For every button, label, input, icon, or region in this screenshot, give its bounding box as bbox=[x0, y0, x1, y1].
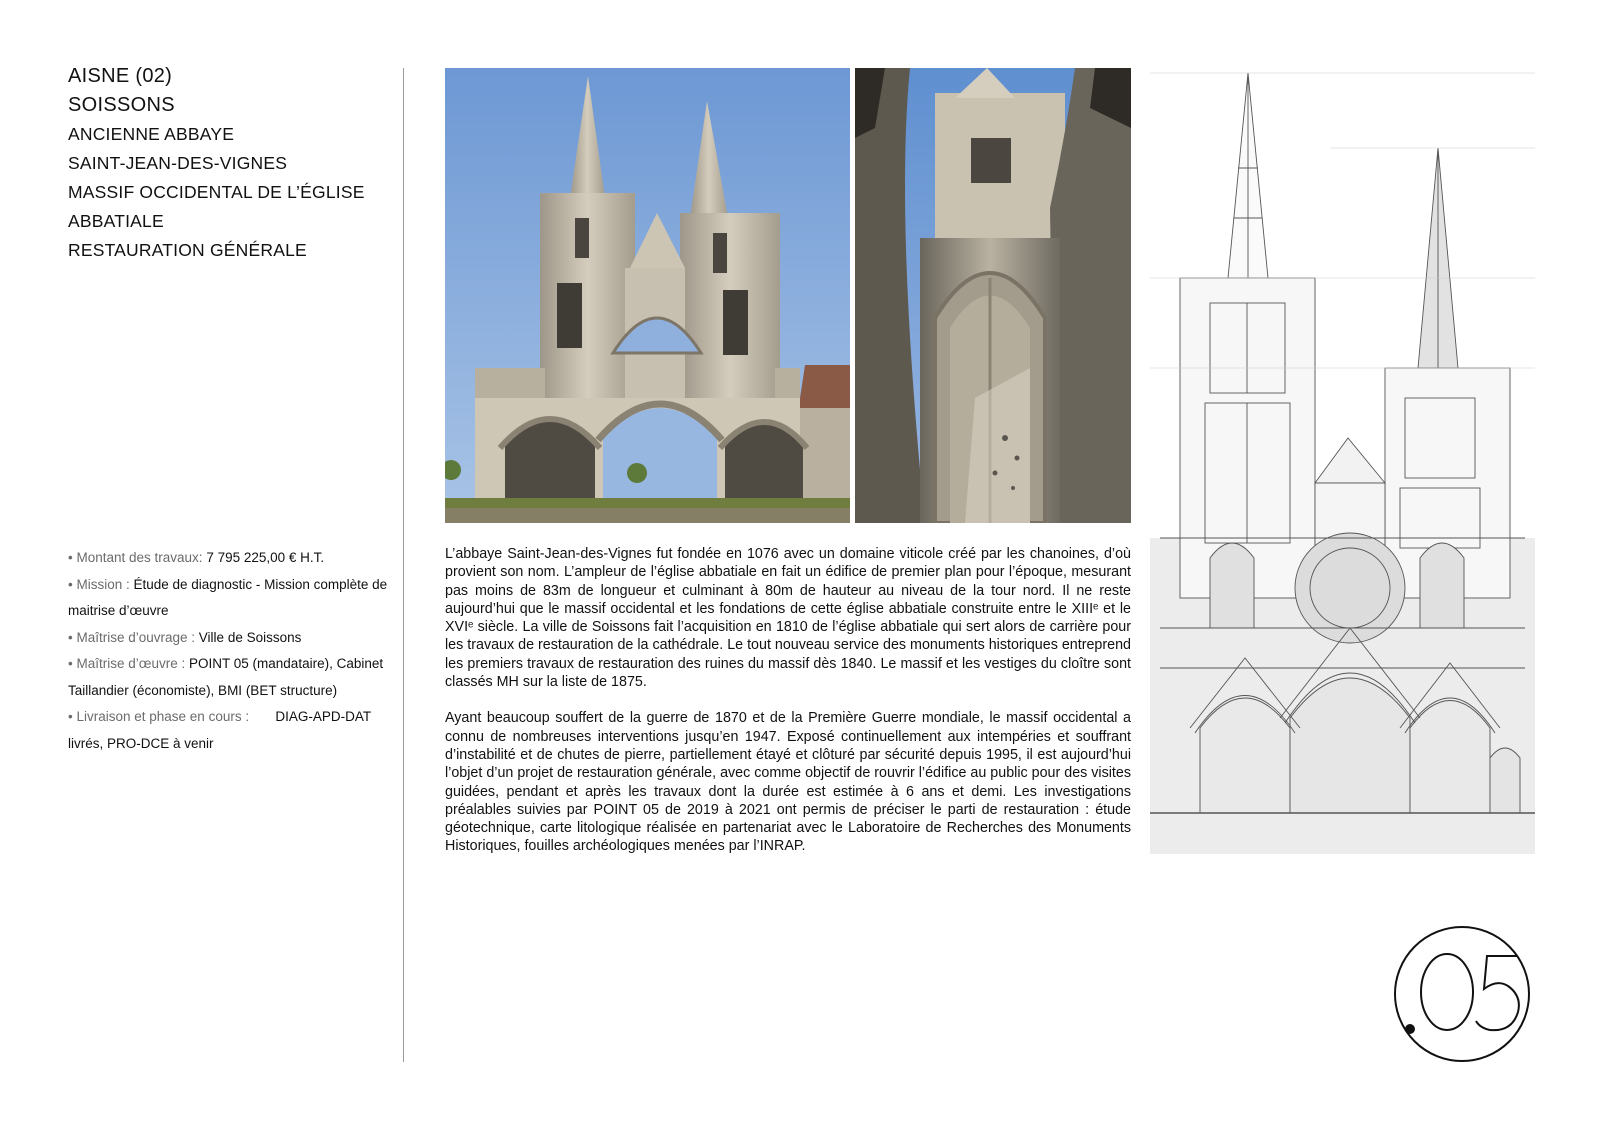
department-title: AISNE (02) bbox=[68, 65, 173, 87]
project-description bbox=[445, 545, 1131, 874]
fact-budget: • Montant des travaux: 7 795 225,00 € H.T. bbox=[68, 550, 325, 565]
fact-team: • Maîtrise d’œuvre : POINT 05 (mandataire), Cabinet Taillandier (économiste), BMI (BET structure) bbox=[68, 656, 384, 698]
subtitle-line-3: MASSIF OCCIDENTAL DE L’ÉGLISE bbox=[68, 182, 365, 202]
point05-logo bbox=[1392, 924, 1532, 1064]
fact-mission: • Mission : Étude de diagnostic - Mission complète de maitrise d’œuvre bbox=[68, 576, 388, 618]
subtitle-line-1: ANCIENNE ABBAYE bbox=[68, 124, 235, 144]
description-paragraph-1: L’abbaye Saint-Jean-des-Vignes fut fondée en 1076 avec un domaine viticole créé par les chanoines, d’où provient son nom. L’ampleur de l’église abbatiale en fait un édifice de premier plan pour l’époque, mesurant pas moins de 83m de longueur et culminant à 80m de hauteur au niveau de la tour nord. Il ne reste aujourd’hui que le massif occidental et les fondations de cette église abbatiale construite entre le XIIIᵉ et le XVIᵉ siècle. La ville de Soissons fait l’acquisition en 1810 de l’église abbatiale qui sert alors de carrière pour les travaux de restauration de la cathédrale. Le tout nouveau service des monuments historiques entreprend les premiers travaux de restauration des ruines du massif dès 1840. Le massif et les vestiges du cloître sont classés MH sur la liste de 1875. bbox=[445, 546, 1131, 691]
city-title: SOISSONS bbox=[68, 94, 175, 116]
column-divider bbox=[403, 68, 404, 1062]
subtitle-line-2: SAINT-JEAN-DES-VIGNES bbox=[68, 153, 288, 173]
facade-photo bbox=[445, 68, 850, 523]
subtitle-line-4: ABBATIALE bbox=[68, 211, 164, 231]
facade-elevation-drawing bbox=[1150, 68, 1535, 854]
fact-delivery: • Livraison et phase en cours : DIAG-APD-DAT livrés, PRO-DCE à venir bbox=[68, 709, 375, 751]
tower-interior-photo bbox=[855, 68, 1131, 523]
subtitle-line-5: RESTAURATION GÉNÉRALE bbox=[68, 240, 307, 260]
fact-client: • Maîtrise d’ouvrage : Ville de Soissons bbox=[68, 629, 302, 645]
project-facts bbox=[68, 545, 388, 757]
project-title-block bbox=[68, 62, 388, 265]
description-paragraph-2: Ayant beaucoup souffert de la guerre de 1870 et de la Première Guerre mondiale, le massif occidental a connu de nombreuses interventions jusqu’en 1947. Exposé continuellement aux intempéries et souffrant d’instabilité et de chutes de pierre, partiellement étayé et clôturé par sécurité depuis 1995, il est aujourd’hui l’objet d’un projet de restauration générale, avec comme objectif de rouvrir l’édifice au public pour des visites guidées, pendant et après les travaux dont la durée est estimée à 6 ans et demi. Les investigations préalables suivies par POINT 05 de 2019 à 2021 ont permis de préciser le parti de restauration : étude géotechnique, carte litologique réalisée en partenariat avec le Laboratoire de Recherches des Monuments Historiques, fouilles archéologiques menées par l’INRAP. bbox=[445, 710, 1131, 855]
